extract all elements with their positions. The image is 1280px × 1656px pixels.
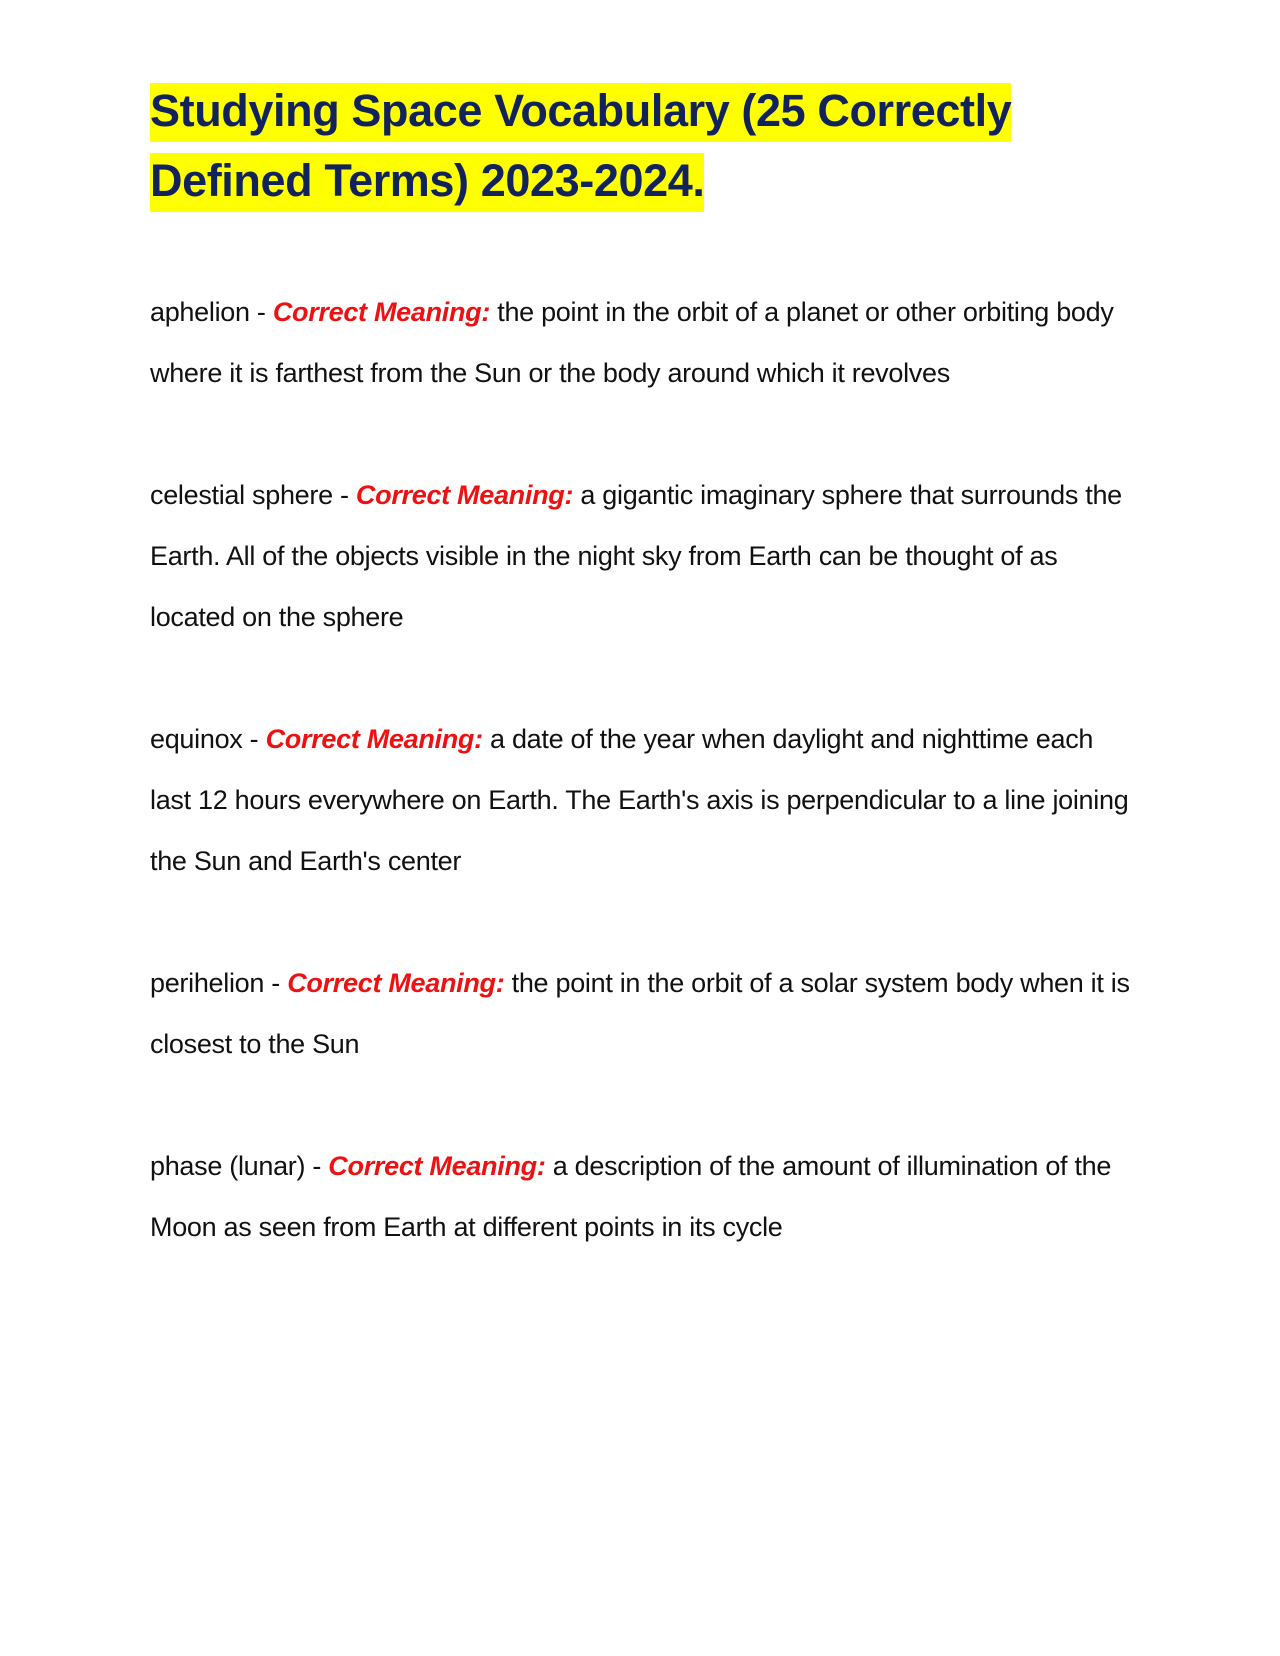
vocabulary-entry: perihelion - Correct Meaning: the point in the orbit of a solar system body when it is closest to the Sun	[150, 968, 1130, 1059]
definition: a gigantic imaginary sphere that surrounds the Earth. All of the objects visible in the night sky from Earth can be thought of as located on the sphere	[150, 480, 1122, 632]
term: phase (lunar)	[150, 1151, 306, 1181]
correct-meaning-label: Correct Meaning:	[355, 480, 574, 510]
vocabulary-entry: equinox - Correct Meaning: a date of the year when daylight and nighttime each last 12 hours everywhere on Earth. The Earth's axis is perpendicular to a line joining the Sun and Earth's center	[150, 724, 1129, 876]
title-highlight: Studying Space Vocabulary (25 Correctly Defined Terms) 2023-2024.	[150, 83, 1011, 212]
term: perihelion	[150, 968, 265, 998]
vocabulary-entry: aphelion - Correct Meaning: the point in the orbit of a planet or other orbiting body where it is farthest from the Sun or the body around which it revolves	[150, 297, 1114, 388]
document-page	[150, 76, 1140, 1319]
vocabulary-entry: celestial sphere - Correct Meaning: a gigantic imaginary sphere that surrounds the Earth. All of the objects visible in the night sky from Earth can be thought of as located on the sphere	[150, 480, 1122, 632]
definition: the point in the orbit of a planet or other orbiting body where it is farthest from the Sun or the body around which it revolves	[150, 297, 1114, 388]
vocabulary-list	[150, 282, 1140, 1258]
term: aphelion	[150, 297, 250, 327]
definition: a description of the amount of illumination of the Moon as seen from Earth at different points in its cycle	[150, 1151, 1112, 1242]
correct-meaning-label: Correct Meaning:	[328, 1151, 546, 1181]
correct-meaning-label: Correct Meaning:	[265, 724, 483, 754]
term: celestial sphere	[150, 480, 333, 510]
correct-meaning-label: Correct Meaning:	[287, 968, 505, 998]
definition: a date of the year when daylight and nighttime each last 12 hours everywhere on Earth. The Earth's axis is perpendicular to a line joining the Sun and Earth's center	[150, 724, 1129, 876]
definition: the point in the orbit of a solar system body when it is closest to the Sun	[150, 968, 1130, 1059]
term: equinox	[150, 724, 243, 754]
vocabulary-entry: phase (lunar) - Correct Meaning: a description of the amount of illumination of the Moon as seen from Earth at different points in its cycle	[150, 1151, 1112, 1242]
document-title	[150, 76, 1140, 216]
correct-meaning-label: Correct Meaning:	[272, 297, 491, 327]
